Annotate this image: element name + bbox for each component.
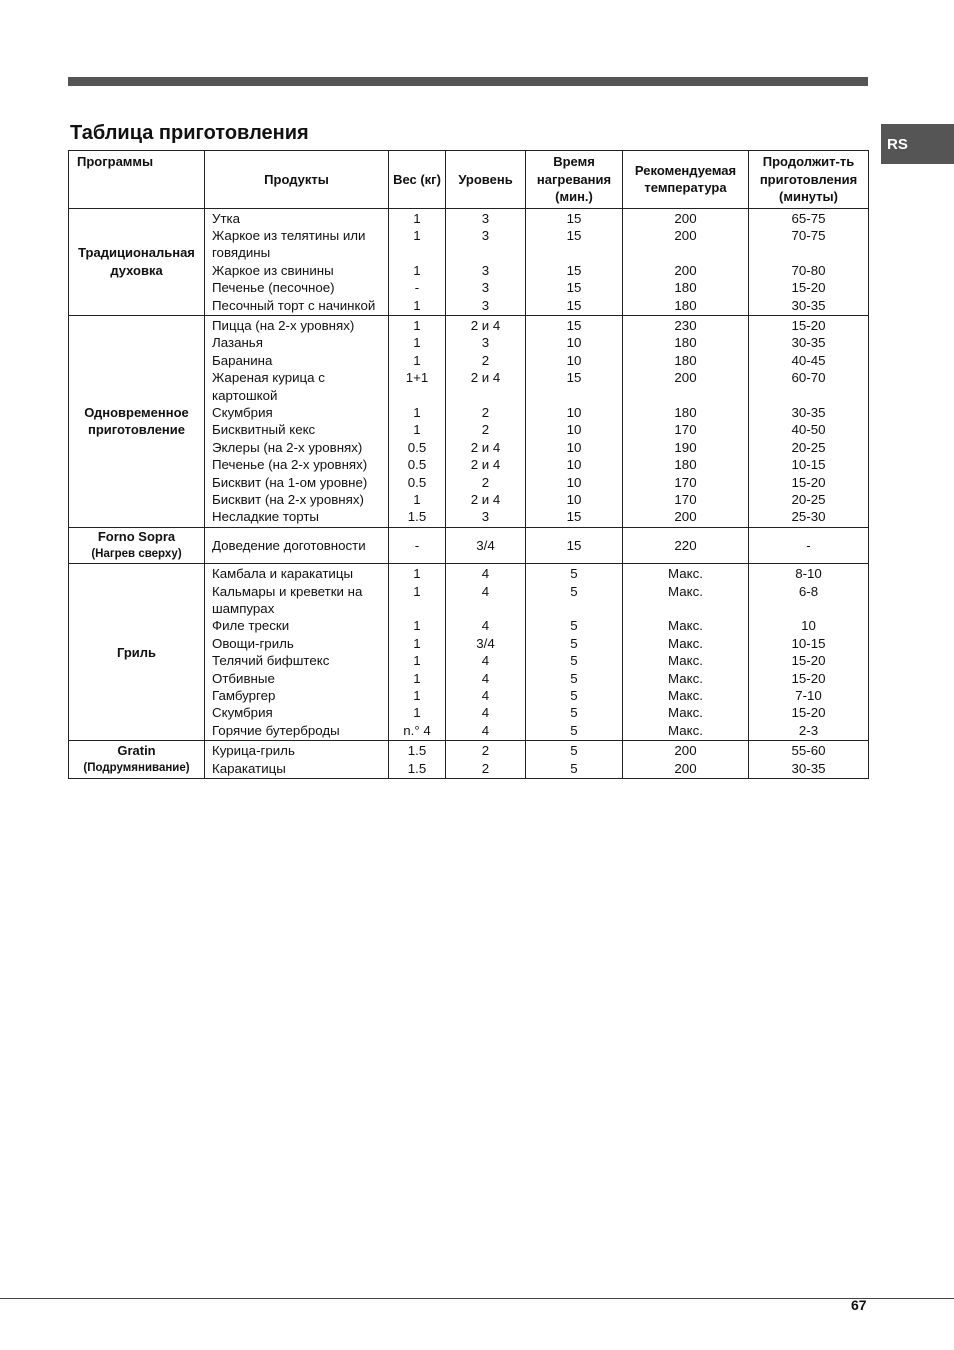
level-cell [446, 527, 526, 563]
preheat-time-value: 15 [566, 537, 582, 553]
duration-value: 30-35 [791, 404, 826, 420]
duration-value: 30-35 [791, 760, 826, 776]
temperature-value: 180 [674, 457, 697, 473]
level-value: 3 [481, 335, 490, 351]
product-value: Печенье (на 2-х уровнях) [212, 457, 368, 473]
duration-value: 70-80 [791, 262, 826, 278]
preheat-time-value: 5 [570, 743, 578, 759]
preheat-time-value: 5 [570, 635, 578, 651]
level-cell [446, 208, 526, 315]
preheat-time-value: 10 [566, 457, 582, 473]
preheat-time-value: 10 [566, 474, 582, 490]
product-value: Скумбрия [212, 705, 273, 721]
page-number: 67 [851, 1297, 867, 1313]
footer-rule [0, 1298, 954, 1299]
temperature-value: 200 [674, 262, 697, 278]
temperature-value: Макс. [668, 618, 703, 634]
level-value: 2 и 4 [470, 439, 501, 455]
table-row [69, 315, 869, 527]
product-cell [205, 564, 389, 741]
preheat-time-value: 5 [570, 670, 578, 686]
preheat-time-value: 5 [570, 705, 578, 721]
program-name: Forno Sopra [97, 529, 176, 545]
duration-value: 15-20 [791, 705, 826, 721]
program-name: Gratin [117, 743, 156, 759]
temperature-value: Макс. [668, 566, 703, 582]
table-body [69, 208, 869, 779]
weight-value: 1 [413, 262, 421, 278]
preheat-time-value: 5 [570, 653, 578, 669]
weight-value: 1 [413, 317, 421, 333]
product-value: Гамбургер [212, 688, 276, 704]
product-cell [205, 527, 389, 563]
duration-value: 2-3 [798, 722, 819, 738]
preheat-time-value: 15 [566, 280, 582, 296]
duration-value: 15-20 [791, 653, 826, 669]
level-value: 3/4 [476, 537, 495, 553]
product-value: Эклеры (на 2-х уровнях) [212, 439, 363, 455]
weight-value: n.° 4 [403, 722, 431, 738]
weight-value: 1.5 [407, 743, 427, 759]
level-value: 3 [481, 297, 490, 313]
table-row [69, 741, 869, 779]
level-value: 4 [481, 688, 490, 704]
temperature-value: 170 [674, 474, 697, 490]
duration-value: 6-8 [798, 583, 819, 599]
language-tab: RS [881, 124, 954, 164]
header-preheat: Время нагревания (мин.) [526, 151, 623, 209]
preheat-time-value: 15 [566, 509, 582, 525]
weight-value: 0.5 [407, 474, 427, 490]
temperature-value: 200 [674, 210, 697, 226]
duration-value: 15-20 [791, 474, 826, 490]
product-value: Утка [212, 210, 241, 226]
level-value: 4 [481, 566, 490, 582]
header-program: Программы [69, 151, 205, 209]
weight-value: 1 [413, 705, 421, 721]
product-cell [205, 208, 389, 315]
temperature-value: Макс. [668, 705, 703, 721]
level-value: 2 и 4 [470, 491, 501, 507]
level-cell [446, 315, 526, 527]
level-value: 3/4 [476, 635, 495, 651]
weight-value: 1 [413, 618, 421, 634]
temperature-value: Макс. [668, 635, 703, 651]
duration-value: 40-50 [791, 422, 826, 438]
temperature-value: Макс. [668, 688, 703, 704]
temperature-value: Макс. [668, 670, 703, 686]
temperature-value: 180 [674, 335, 697, 351]
preheat-time-cell [526, 564, 623, 741]
program-cell [69, 315, 205, 527]
weight-value: 0.5 [407, 457, 427, 473]
weight-cell [389, 315, 446, 527]
product-value: Бисквит (на 2-х уровнях) [212, 492, 364, 507]
level-value: 3 [481, 262, 490, 278]
temperature-value: Макс. [668, 722, 703, 738]
temperature-value: 200 [674, 509, 697, 525]
temperature-value: 180 [674, 280, 697, 296]
table-row [69, 564, 869, 741]
preheat-time-value: 5 [570, 583, 578, 599]
temperature-cell [623, 564, 749, 741]
header-product: Продукты [205, 151, 389, 209]
preheat-time-value: 5 [570, 566, 578, 582]
product-value: Пицца (на 2-х уровнях) [212, 317, 355, 333]
preheat-time-value: 5 [570, 760, 578, 776]
duration-value: 25-30 [791, 509, 826, 525]
temperature-cell [623, 527, 749, 563]
level-value: 4 [481, 705, 490, 721]
duration-cell [749, 564, 869, 741]
level-value: 2 и 4 [470, 457, 501, 473]
weight-value: 1 [413, 583, 421, 599]
temperature-value: 170 [674, 422, 697, 438]
program-subtitle: (Подрумянивание) [83, 761, 190, 774]
temperature-cell [623, 315, 749, 527]
temperature-value: 170 [674, 491, 697, 507]
product-value: Каракатицы [212, 760, 286, 776]
product-value: Жаркое из телятины или говядины [212, 227, 366, 261]
program-name: Традициональная духовка [78, 245, 195, 278]
weight-value: 1 [413, 352, 421, 368]
preheat-time-value: 10 [566, 404, 582, 420]
duration-value: 10 [801, 618, 816, 634]
preheat-time-value: 10 [566, 439, 582, 455]
weight-value: 1 [413, 422, 421, 438]
program-cell [69, 564, 205, 741]
product-value: Баранина [212, 352, 273, 368]
duration-value: 10-15 [791, 457, 826, 473]
product-cell [205, 741, 389, 779]
header-weight: Вес (кг) [389, 151, 446, 209]
temperature-value: 180 [674, 352, 697, 368]
level-value: 3 [481, 210, 490, 226]
product-value: Овощи-гриль [212, 635, 294, 651]
duration-value: 70-75 [791, 227, 826, 243]
duration-value: 65-75 [791, 210, 826, 226]
program-cell [69, 527, 205, 563]
weight-value: - [414, 537, 420, 553]
weight-cell [389, 208, 446, 315]
preheat-time-value: 15 [566, 370, 582, 386]
temperature-value: 200 [674, 227, 697, 243]
preheat-time-value: 15 [566, 297, 582, 313]
weight-value: 1 [413, 227, 421, 243]
product-value: Скумбрия [212, 404, 273, 420]
weight-value: 1 [413, 688, 421, 704]
weight-value: 1.5 [407, 509, 427, 525]
weight-value: 1 [413, 653, 421, 669]
product-value: Доведение доготовности [212, 537, 366, 553]
temperature-value: Макс. [668, 583, 703, 599]
top-rule [68, 77, 868, 86]
level-value: 4 [481, 583, 490, 599]
level-value: 3 [481, 227, 490, 243]
temperature-value: Макс. [668, 653, 703, 669]
level-value: 2 [481, 404, 490, 420]
duration-value: 40-45 [791, 352, 826, 368]
temperature-value: 200 [674, 760, 697, 776]
page-title: Таблица приготовления [70, 122, 309, 144]
duration-cell [749, 741, 869, 779]
weight-value: 1 [413, 335, 421, 351]
level-value: 4 [481, 653, 490, 669]
weight-value: 1 [413, 566, 421, 582]
weight-value: 1 [413, 210, 421, 226]
weight-cell [389, 741, 446, 779]
duration-value: 20-25 [791, 491, 826, 507]
product-value: Бисквитный кекс [212, 422, 316, 438]
temperature-value: 220 [674, 537, 697, 553]
duration-value: 15-20 [791, 280, 826, 296]
level-cell [446, 564, 526, 741]
table-header-row [69, 151, 869, 209]
product-value: Песочный торт с начинкой [212, 297, 376, 313]
preheat-time-value: 15 [566, 227, 582, 243]
header-temperature: Рекомендуемая температура [623, 151, 749, 209]
product-value: Бисквит (на 1-ом уровне) [212, 474, 368, 490]
duration-value: 15-20 [791, 670, 826, 686]
product-cell [205, 315, 389, 527]
temperature-value: 230 [674, 317, 697, 333]
program-name: Гриль [116, 644, 157, 660]
preheat-time-cell [526, 527, 623, 563]
product-value: Камбала и каракатицы [212, 566, 354, 582]
product-value: Телячий бифштекс [212, 653, 330, 669]
preheat-time-value: 15 [566, 262, 582, 278]
temperature-value: 200 [674, 370, 697, 386]
product-value: Курица-гриль [212, 743, 295, 759]
level-value: 2 [481, 760, 490, 776]
temperature-value: 200 [674, 743, 697, 759]
preheat-time-value: 15 [566, 210, 582, 226]
preheat-time-value: 10 [566, 335, 582, 351]
product-value: Лазанья [212, 335, 263, 351]
cooking-table [68, 150, 869, 779]
duration-value: 30-35 [791, 297, 826, 313]
duration-value: 20-25 [791, 439, 826, 455]
duration-value: 15-20 [791, 317, 826, 333]
weight-value: 1 [413, 635, 421, 651]
product-value: Несладкие торты [212, 509, 319, 525]
product-value: Жаркое из свинины [212, 262, 334, 278]
level-value: 4 [481, 670, 490, 686]
weight-value: 0.5 [407, 439, 427, 455]
product-value: Горячие бутерброды [212, 722, 340, 738]
header-duration: Продолжит-ть приготовления (минуты) [749, 151, 869, 209]
level-value: 2 [481, 422, 490, 438]
weight-cell [389, 564, 446, 741]
weight-value: 1+1 [405, 370, 429, 386]
duration-value: - [806, 537, 811, 553]
duration-cell [749, 208, 869, 315]
program-subtitle: (Нагрев сверху) [91, 547, 182, 560]
preheat-time-value: 5 [570, 618, 578, 634]
preheat-time-value: 5 [570, 688, 578, 704]
table-row [69, 527, 869, 563]
temperature-cell [623, 741, 749, 779]
level-value: 2 и 4 [470, 370, 501, 386]
temperature-value: 180 [674, 404, 697, 420]
product-value: Кальмары и креветки на шампурах [212, 583, 363, 617]
level-cell [446, 741, 526, 779]
temperature-value: 180 [674, 297, 697, 313]
product-value: Отбивные [212, 670, 275, 686]
weight-value: 1 [413, 670, 421, 686]
program-cell [69, 741, 205, 779]
table-row [69, 208, 869, 315]
duration-value: 10-15 [791, 635, 826, 651]
level-value: 4 [481, 618, 490, 634]
product-value: Жареная курица с картошкой [212, 370, 325, 403]
duration-value: 55-60 [791, 743, 826, 759]
preheat-time-value: 5 [570, 722, 578, 738]
level-value: 3 [481, 280, 490, 296]
weight-value: 1 [413, 491, 421, 507]
weight-value: 1 [413, 404, 421, 420]
product-value: Филе трески [212, 618, 290, 634]
duration-cell [749, 315, 869, 527]
weight-cell [389, 527, 446, 563]
duration-cell [749, 527, 869, 563]
level-value: 2 [481, 352, 490, 368]
weight-value: 1 [413, 297, 421, 313]
level-value: 3 [481, 509, 490, 525]
level-value: 4 [481, 722, 490, 738]
level-value: 2 и 4 [470, 317, 501, 333]
preheat-time-cell [526, 741, 623, 779]
level-value: 2 [481, 474, 490, 490]
duration-value: 30-35 [791, 335, 826, 351]
header-level: Уровень [446, 151, 526, 209]
preheat-time-value: 10 [566, 491, 582, 507]
weight-value: 1.5 [407, 760, 427, 776]
temperature-cell [623, 208, 749, 315]
preheat-time-value: 10 [566, 352, 582, 368]
temperature-value: 190 [674, 439, 697, 455]
level-value: 2 [481, 743, 490, 759]
duration-value: 7-10 [795, 688, 822, 704]
program-cell [69, 208, 205, 315]
preheat-time-value: 15 [566, 317, 582, 333]
weight-value: - [414, 280, 420, 296]
product-value: Печенье (песочное) [212, 280, 335, 296]
duration-value: 60-70 [791, 370, 826, 386]
program-name: Одновременное приготовление [84, 404, 189, 438]
preheat-time-cell [526, 208, 623, 315]
duration-value: 8-10 [795, 566, 822, 582]
preheat-time-cell [526, 315, 623, 527]
preheat-time-value: 10 [566, 422, 582, 438]
